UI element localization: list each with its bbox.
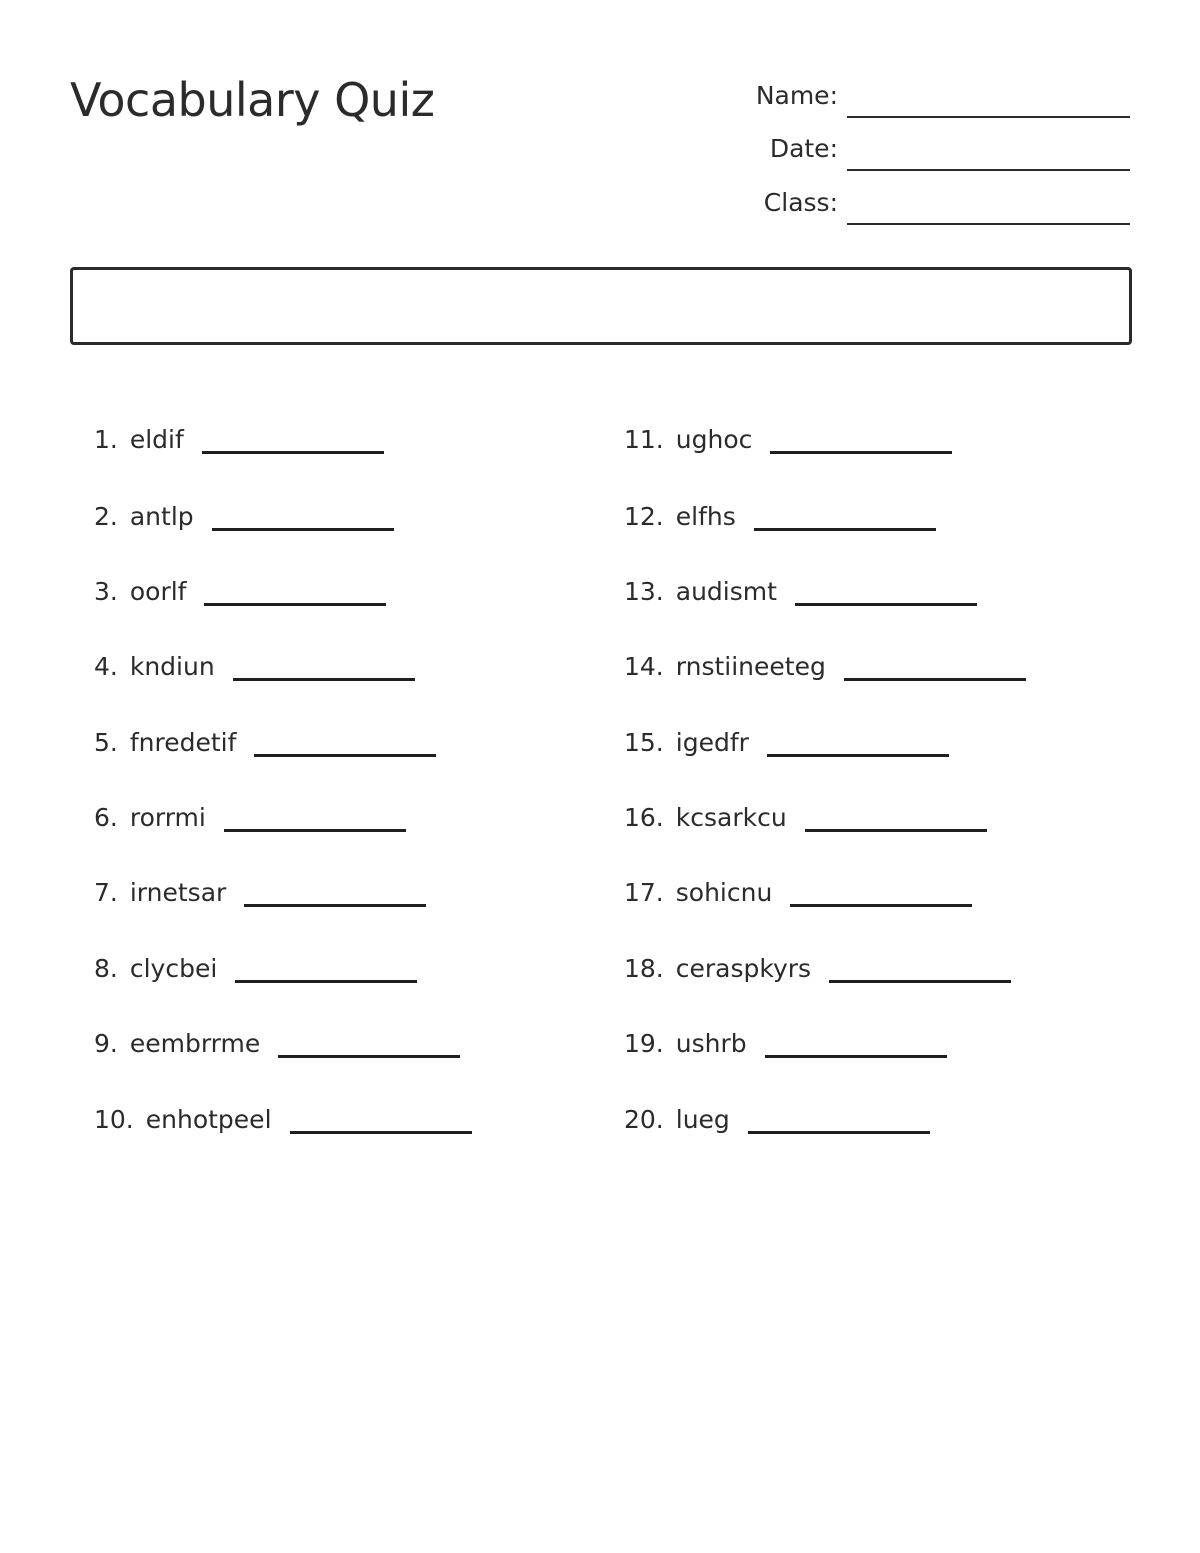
- item-number: 3.: [94, 577, 118, 606]
- scrambled-word: audismt: [675, 577, 777, 606]
- date-field-label: Date:: [769, 134, 838, 163]
- item-number: 11.: [624, 425, 664, 454]
- scrambled-word: rnstiineeteg: [675, 652, 826, 681]
- scrambled-word: ughoc: [675, 425, 753, 454]
- answer-blank[interactable]: [235, 980, 417, 983]
- item-number: 5.: [94, 728, 118, 757]
- answer-blank[interactable]: [790, 904, 972, 907]
- date-field-row: [700, 127, 1130, 171]
- quiz-item: [624, 873, 972, 913]
- item-number: 14.: [624, 652, 664, 681]
- item-number: 17.: [624, 878, 664, 907]
- scrambled-word: irnetsar: [129, 878, 227, 907]
- item-number: 12.: [624, 502, 664, 531]
- word-bank-box: [70, 267, 1132, 345]
- quiz-item: [94, 1100, 472, 1140]
- quiz-item: [624, 949, 1011, 989]
- answer-blank[interactable]: [767, 754, 949, 757]
- scrambled-word: elfhs: [675, 502, 736, 531]
- item-number: 8.: [94, 954, 118, 983]
- item-number: 18.: [624, 954, 664, 983]
- quiz-item: [624, 420, 952, 460]
- quiz-title: Vocabulary Quiz: [70, 73, 435, 127]
- answer-blank[interactable]: [290, 1131, 472, 1134]
- item-number: 2.: [94, 502, 118, 531]
- answer-blank[interactable]: [765, 1055, 947, 1058]
- answer-blank[interactable]: [278, 1055, 460, 1058]
- quiz-item: [94, 647, 415, 687]
- item-number: 16.: [624, 803, 664, 832]
- scrambled-word: eldif: [129, 425, 184, 454]
- item-number: 20.: [624, 1105, 664, 1134]
- item-number: 7.: [94, 878, 118, 907]
- answer-blank[interactable]: [202, 451, 384, 454]
- quiz-item: [94, 949, 417, 989]
- answer-blank[interactable]: [844, 678, 1026, 681]
- quiz-item: [94, 723, 436, 763]
- name-field-row: [700, 74, 1130, 118]
- scrambled-word: kcsarkcu: [675, 803, 787, 832]
- answer-blank[interactable]: [829, 980, 1011, 983]
- scrambled-word: lueg: [675, 1105, 730, 1134]
- quiz-item: [624, 1024, 947, 1064]
- class-field-row: [700, 181, 1130, 225]
- answer-blank[interactable]: [754, 528, 936, 531]
- item-number: 1.: [94, 425, 118, 454]
- item-number: 10.: [94, 1105, 134, 1134]
- answer-blank[interactable]: [204, 603, 386, 606]
- item-number: 9.: [94, 1029, 118, 1058]
- quiz-item: [624, 647, 1026, 687]
- answer-blank[interactable]: [212, 528, 394, 531]
- scrambled-word: oorlf: [129, 577, 187, 606]
- item-number: 19.: [624, 1029, 664, 1058]
- date-field-line[interactable]: [847, 169, 1130, 171]
- scrambled-word: igedfr: [675, 728, 749, 757]
- scrambled-word: rorrmi: [129, 803, 206, 832]
- scrambled-word: antlp: [129, 502, 194, 531]
- quiz-item: [94, 572, 386, 612]
- scrambled-word: kndiun: [129, 652, 215, 681]
- answer-blank[interactable]: [770, 451, 952, 454]
- quiz-item: [94, 420, 384, 460]
- quiz-item: [624, 497, 936, 537]
- class-field-line[interactable]: [847, 223, 1130, 225]
- quiz-item: [624, 723, 949, 763]
- item-number: 6.: [94, 803, 118, 832]
- quiz-item: [94, 873, 426, 913]
- answer-blank[interactable]: [224, 829, 406, 832]
- class-field-label: Class:: [763, 188, 838, 217]
- answer-blank[interactable]: [244, 904, 426, 907]
- quiz-item: [94, 1024, 460, 1064]
- quiz-item: [624, 798, 987, 838]
- answer-blank[interactable]: [805, 829, 987, 832]
- quiz-item: [94, 798, 406, 838]
- answer-blank[interactable]: [254, 754, 436, 757]
- item-number: 15.: [624, 728, 664, 757]
- item-number: 13.: [624, 577, 664, 606]
- answer-blank[interactable]: [233, 678, 415, 681]
- scrambled-word: enhotpeel: [145, 1105, 272, 1134]
- scrambled-word: sohicnu: [675, 878, 773, 907]
- scrambled-word: fnredetif: [129, 728, 237, 757]
- quiz-item: [624, 572, 977, 612]
- name-field-line[interactable]: [847, 116, 1130, 118]
- answer-blank[interactable]: [748, 1131, 930, 1134]
- answer-blank[interactable]: [795, 603, 977, 606]
- item-number: 4.: [94, 652, 118, 681]
- scrambled-word: clycbei: [129, 954, 218, 983]
- scrambled-word: eembrrme: [129, 1029, 261, 1058]
- name-field-label: Name:: [755, 81, 838, 110]
- scrambled-word: ceraspkyrs: [675, 954, 812, 983]
- scrambled-word: ushrb: [675, 1029, 747, 1058]
- quiz-item: [94, 497, 394, 537]
- quiz-item: [624, 1100, 930, 1140]
